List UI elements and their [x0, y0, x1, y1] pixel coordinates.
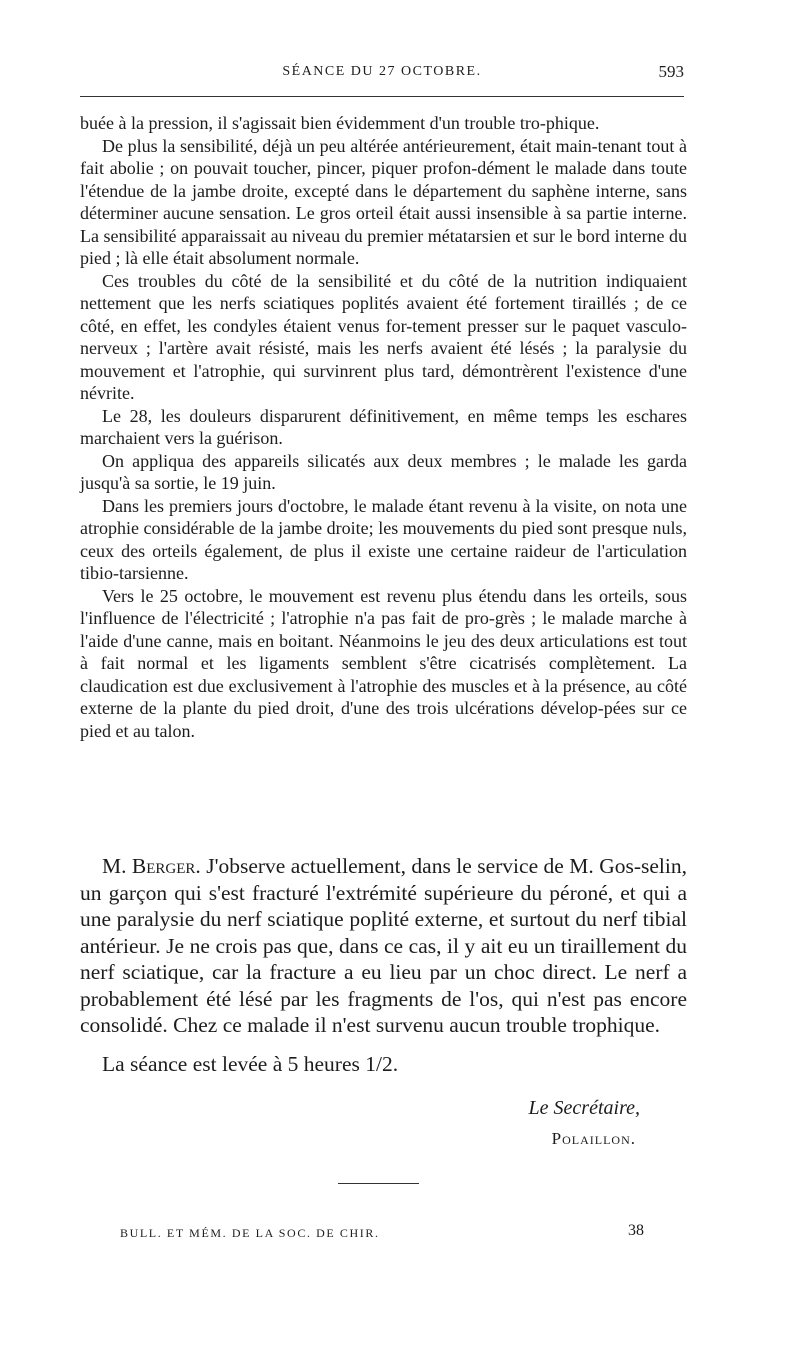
closing-line: La séance est levée à 5 heures 1/2.: [102, 1051, 399, 1076]
paragraph: Le 28, les douleurs disparurent définitivement, en même temps les eschares marchaient vers la guérison.: [80, 405, 687, 448]
speaker-name: M. Berger.: [102, 854, 201, 878]
signature-mark: 38: [628, 1222, 644, 1239]
paragraph: Dans les premiers jours d'octobre, le malade étant revenu à la visite, on nota une atrophie considérable de la jambe droite; les mouvements du pied sont presque nuls, ceux des orteils également, de plus il existe une certaine raideur de l'articulation tibio-tarsienne.: [80, 495, 687, 583]
paragraph: De plus la sensibilité, déjà un peu altérée antérieurement, était main-tenant tout à fait abolie ; on pouvait toucher, pincer, piquer profon-dément le malade dans toute l'étendue de la jambe droite, excepté dans le département du saphène interne, sans déterminer aucune sensation. Le gros orteil était aussi insensible à sa partie interne. La sensibilité apparaissait au niveau du premier métatarsien et sur le bord interne du pied ; là elle était absolument normale.: [80, 135, 687, 268]
closing-rule: [338, 1183, 419, 1184]
page-number: 593: [658, 62, 684, 81]
paragraph: Ces troubles du côté de la sensibilité et du côté de la nutrition indiquaient nettement que les nerfs sciatiques poplités avaient été fortement tiraillés ; de ce côté, en effet, les condyles étaient venus for-tement presser sur le paquet vasculo-nerveux ; l'artère avait résisté, mais les nerfs avaient été lésés ; la paralysie du mouvement et l'atrophie, qui survinrent plus tard, démontrèrent l'existence d'une névrite.: [80, 270, 687, 403]
discussion-text: J'observe actuellement, dans le service de M. Gos-selin, un garçon qui s'est fracturé l'extrémité supérieure du péroné, et qui a une paralysie du nerf sciatique poplité externe, et surtout du nerf tibial antérieur. Je ne crois pas que, dans ce cas, il y ait eu un tiraillement du nerf sciatique, car la fracture a eu lieu par un choc direct. Le nerf a probablement été lésé par les fragments de l'os, qui n'est pas encore consolidé. Chez ce malade il n'est survenu aucun trouble trophique.: [80, 854, 687, 1037]
discussion-paragraph: [80, 853, 687, 1039]
running-head: [80, 60, 684, 86]
header-rule: [80, 96, 684, 97]
running-title: SÉANCE DU 27 OCTOBRE.: [282, 64, 482, 79]
paragraph: buée à la pression, il s'agissait bien évidemment d'un trouble tro-phique.: [80, 113, 600, 133]
case-report-text: [80, 112, 687, 742]
paragraph: Vers le 25 octobre, le mouvement est revenu plus étendu dans les orteils, sous l'influence de l'électricité ; l'atrophie n'a pas fait de pro-grès ; le malade marche à l'aide d'une canne, mais en boitant. Néanmoins le jeu des deux articulations est tout à fait normal et les ligaments semblent s'être cicatrisés complètement. La claudication est due exclusivement à l'atrophie des muscles et à la présence, au côté externe de la plante du pied droit, d'une des trois ulcérations dévelop-pées sur ce pied et au talon.: [80, 585, 687, 741]
paragraph: On appliqua des appareils silicatés aux deux membres ; le malade les garda jusqu'à sa sortie, le 19 juin.: [80, 450, 687, 493]
discussion-section: [80, 853, 687, 1077]
signature-title: Le Secrétaire,: [528, 1097, 640, 1119]
footer-journal-title: BULL. ET MÉM. DE LA SOC. DE CHIR.: [120, 1226, 380, 1240]
signature-name: Polaillon.: [551, 1129, 636, 1148]
